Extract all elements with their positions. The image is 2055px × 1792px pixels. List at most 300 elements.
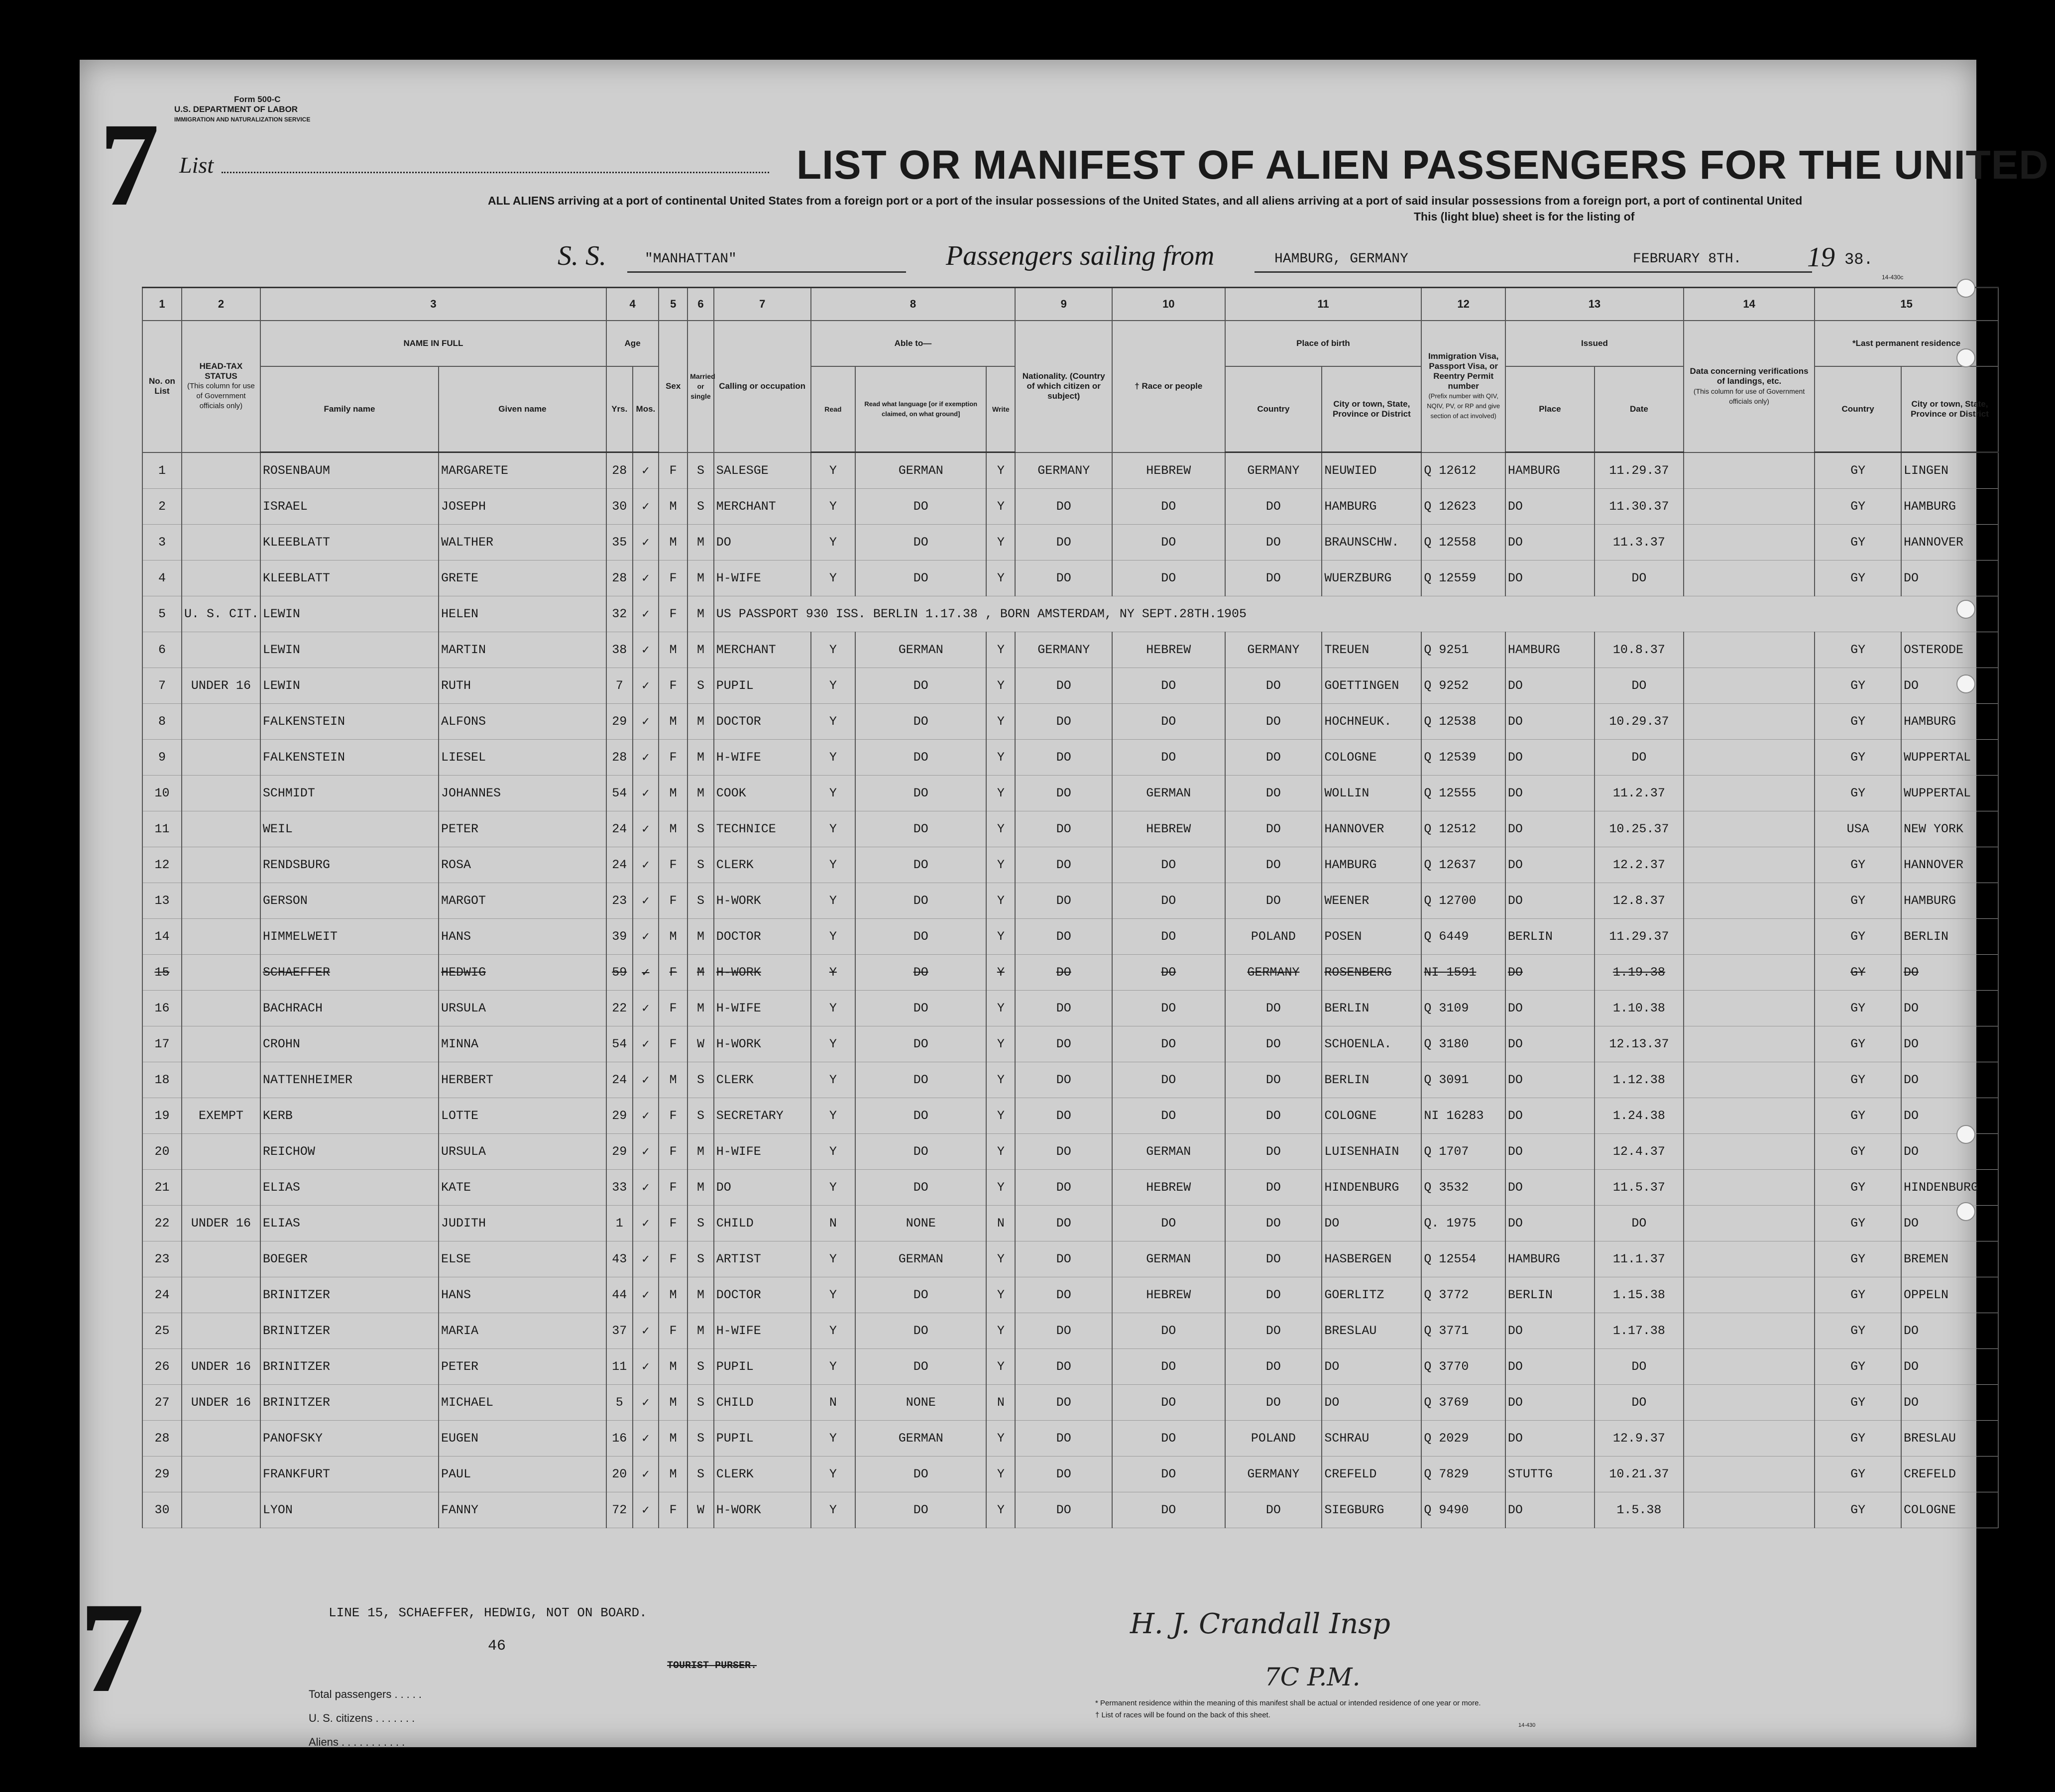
nationality: DO — [1015, 1421, 1112, 1456]
given-name: ELSE — [439, 1241, 606, 1277]
passenger-row — [142, 1456, 1998, 1492]
residence-country: GY — [1815, 740, 1901, 776]
can-write: Y — [986, 632, 1015, 668]
race: DO — [1112, 1098, 1225, 1134]
occupation: H-WORK — [714, 883, 811, 919]
can-read: Y — [811, 1062, 856, 1098]
family-name: FALKENSTEIN — [260, 740, 439, 776]
sex: M — [659, 1277, 687, 1313]
can-read: Y — [811, 1349, 856, 1385]
read-language: NONE — [855, 1206, 986, 1241]
can-read: Y — [811, 525, 856, 560]
passenger-row — [142, 1313, 1998, 1349]
family-name: SCHMIDT — [260, 776, 439, 811]
issued-date: 1.12.38 — [1595, 1062, 1684, 1098]
read-language: DO — [855, 740, 986, 776]
residence-country: GY — [1815, 1170, 1901, 1206]
age-months: ✓ — [633, 1277, 659, 1313]
row-number: 22 — [142, 1206, 182, 1241]
residence-country: GY — [1815, 1313, 1901, 1349]
read-language: DO — [855, 883, 986, 919]
occupation: DOCTOR — [714, 919, 811, 955]
head-tax-status: U. S. CIT. — [182, 596, 260, 632]
landing-data — [1684, 1385, 1815, 1421]
header-mos: Mos. — [633, 366, 659, 452]
aliens-label: Aliens — [309, 1736, 339, 1748]
binder-hole — [1956, 674, 1975, 693]
birth-city: DO — [1322, 1385, 1421, 1421]
nationality: DO — [1015, 811, 1112, 847]
passenger-row — [142, 596, 1998, 632]
occupation: ARTIST — [714, 1241, 811, 1277]
nationality: DO — [1015, 560, 1112, 596]
marital-status: W — [687, 1026, 714, 1062]
visa-number: Q 9252 — [1421, 668, 1505, 704]
visa-number: Q 12539 — [1421, 740, 1505, 776]
residence-country: GY — [1815, 1062, 1901, 1098]
visa-number: Q 12700 — [1421, 883, 1505, 919]
birth-city: DO — [1322, 1206, 1421, 1241]
residence-country: GY — [1815, 1134, 1901, 1170]
family-name: KLEEBLATT — [260, 560, 439, 596]
age-years: 29 — [606, 1134, 633, 1170]
departure-port: HAMBURG, GERMANY — [1274, 251, 1408, 267]
nationality: DO — [1015, 704, 1112, 740]
residence-city: DO — [1901, 991, 1998, 1026]
sex: M — [659, 1349, 687, 1385]
read-language: GERMAN — [855, 632, 986, 668]
birth-city: GOERLITZ — [1322, 1277, 1421, 1313]
occupation: H-WIFE — [714, 1313, 811, 1349]
visa-number: Q 3091 — [1421, 1062, 1505, 1098]
nationality: DO — [1015, 919, 1112, 955]
family-name: BRINITZER — [260, 1385, 439, 1421]
form-header-block — [174, 95, 310, 124]
header-given-name: Given name — [439, 366, 606, 452]
row-number: 26 — [142, 1349, 182, 1385]
race: HEBREW — [1112, 811, 1225, 847]
issued-place: DO — [1505, 1349, 1595, 1385]
sex: F — [659, 1313, 687, 1349]
given-name: URSULA — [439, 991, 606, 1026]
birth-country: GERMANY — [1225, 955, 1322, 991]
row-number: 25 — [142, 1313, 182, 1349]
landing-data — [1684, 489, 1815, 525]
row-number: 9 — [142, 740, 182, 776]
row-number: 2 — [142, 489, 182, 525]
age-months: ✓ — [633, 452, 659, 489]
occupation: TECHNICE — [714, 811, 811, 847]
header-read-language: Read what language [or if exemption claimed, on what ground] — [855, 366, 986, 452]
ship-underline — [627, 271, 906, 273]
given-name: PETER — [439, 811, 606, 847]
residence-city: NEW YORK — [1901, 811, 1998, 847]
row-number: 15 — [142, 955, 182, 991]
occupation: CLERK — [714, 1062, 811, 1098]
family-name: WEIL — [260, 811, 439, 847]
nationality: DO — [1015, 1134, 1112, 1170]
given-name: ALFONS — [439, 704, 606, 740]
sex: F — [659, 883, 687, 919]
residence-country: GY — [1815, 1421, 1901, 1456]
issued-date: 12.4.37 — [1595, 1134, 1684, 1170]
passenger-row — [142, 883, 1998, 919]
nationality: DO — [1015, 1062, 1112, 1098]
header-issued-date: Date — [1595, 366, 1684, 452]
subtitle-line-2: This (light blue) sheet is for the listing of — [1414, 210, 1635, 223]
given-name: EUGEN — [439, 1421, 606, 1456]
birth-city: BRESLAU — [1322, 1313, 1421, 1349]
birth-city: HINDENBURG — [1322, 1170, 1421, 1206]
header-issued-place: Place — [1505, 366, 1595, 452]
marital-status: S — [687, 668, 714, 704]
issued-date: 12.8.37 — [1595, 883, 1684, 919]
read-language: DO — [855, 1098, 986, 1134]
given-name: KATE — [439, 1170, 606, 1206]
age-months: ✓ — [633, 1170, 659, 1206]
birth-city: TREUEN — [1322, 632, 1421, 668]
sex: F — [659, 1098, 687, 1134]
passenger-row — [142, 811, 1998, 847]
marital-status: S — [687, 811, 714, 847]
can-write: Y — [986, 776, 1015, 811]
nationality: DO — [1015, 1098, 1112, 1134]
residence-city: HANNOVER — [1901, 525, 1998, 560]
age-months: ✓ — [633, 1456, 659, 1492]
age-years: 38 — [606, 632, 633, 668]
visa-number: NI 1591 — [1421, 955, 1505, 991]
nationality: DO — [1015, 1313, 1112, 1349]
can-write: Y — [986, 1456, 1015, 1492]
age-years: 28 — [606, 560, 633, 596]
sex: F — [659, 955, 687, 991]
landing-data — [1684, 847, 1815, 883]
column-number-row — [142, 288, 1998, 321]
birth-country: POLAND — [1225, 919, 1322, 955]
visa-number: Q 1707 — [1421, 1134, 1505, 1170]
age-months: ✓ — [633, 776, 659, 811]
row-number: 27 — [142, 1385, 182, 1421]
col-number: 9 — [1015, 288, 1112, 321]
passenger-row — [142, 1421, 1998, 1456]
us-citizens-row: U. S. citizens ....... — [309, 1712, 418, 1724]
read-language: DO — [855, 847, 986, 883]
birth-country: DO — [1225, 1277, 1322, 1313]
occupation: H-WIFE — [714, 740, 811, 776]
residence-city: BRESLAU — [1901, 1421, 1998, 1456]
nationality: DO — [1015, 1349, 1112, 1385]
residence-city: DO — [1901, 1349, 1998, 1385]
occupation: H-WIFE — [714, 991, 811, 1026]
header-yrs: Yrs. — [606, 366, 633, 452]
residence-country: GY — [1815, 1456, 1901, 1492]
nationality: DO — [1015, 847, 1112, 883]
age-years: 72 — [606, 1492, 633, 1528]
landing-data — [1684, 1062, 1815, 1098]
age-months: ✓ — [633, 1062, 659, 1098]
can-write: Y — [986, 1062, 1015, 1098]
residence-city: HAMBURG — [1901, 883, 1998, 919]
sex: M — [659, 1421, 687, 1456]
issued-place: DO — [1505, 1206, 1595, 1241]
header-birth-country: Country — [1225, 366, 1322, 452]
sex: F — [659, 452, 687, 489]
birth-country: DO — [1225, 847, 1322, 883]
issued-date: 11.29.37 — [1595, 919, 1684, 955]
marital-status: M — [687, 955, 714, 991]
race: DO — [1112, 1492, 1225, 1528]
col-number: 5 — [659, 288, 687, 321]
header-birth-city: City or town, State, Province or District — [1322, 366, 1421, 452]
issued-date: 1.17.38 — [1595, 1313, 1684, 1349]
race: HEBREW — [1112, 452, 1225, 489]
family-name: RENDSBURG — [260, 847, 439, 883]
landing-data — [1684, 704, 1815, 740]
age-months: ✓ — [633, 991, 659, 1026]
head-tax-status: UNDER 16 — [182, 1385, 260, 1421]
residence-city: WUPPERTAL — [1901, 776, 1998, 811]
birth-country: DO — [1225, 1492, 1322, 1528]
issued-place: DO — [1505, 1170, 1595, 1206]
us-citizens-label: U. S. citizens — [309, 1712, 373, 1724]
passenger-row — [142, 560, 1998, 596]
occupation: SECRETARY — [714, 1098, 811, 1134]
sex: F — [659, 560, 687, 596]
landing-data — [1684, 1456, 1815, 1492]
birth-city: WOLLIN — [1322, 776, 1421, 811]
age-years: 24 — [606, 811, 633, 847]
family-name: BRINITZER — [260, 1313, 439, 1349]
can-read: Y — [811, 883, 856, 919]
marital-status: S — [687, 452, 714, 489]
row-number: 21 — [142, 1170, 182, 1206]
passenger-row — [142, 1098, 1998, 1134]
residence-country: GY — [1815, 1277, 1901, 1313]
age-years: 29 — [606, 704, 633, 740]
age-years: 11 — [606, 1349, 633, 1385]
head-tax-status — [182, 847, 260, 883]
residence-city: DO — [1901, 1134, 1998, 1170]
age-years: 24 — [606, 1062, 633, 1098]
aliens-row: Aliens ........... — [309, 1736, 408, 1748]
birth-country: DO — [1225, 560, 1322, 596]
residence-city: DO — [1901, 1313, 1998, 1349]
can-read: N — [811, 1206, 856, 1241]
can-write: Y — [986, 1492, 1015, 1528]
sex: F — [659, 1170, 687, 1206]
family-name: ELIAS — [260, 1170, 439, 1206]
sex: F — [659, 740, 687, 776]
given-name: RUTH — [439, 668, 606, 704]
header-issued: Issued — [1505, 321, 1684, 366]
issued-date: 12.9.37 — [1595, 1421, 1684, 1456]
col-number: 14 — [1684, 288, 1815, 321]
passenger-row — [142, 1241, 1998, 1277]
can-read: Y — [811, 1492, 856, 1528]
can-read: Y — [811, 1134, 856, 1170]
issued-place: DO — [1505, 560, 1595, 596]
given-name: MINNA — [439, 1026, 606, 1062]
residence-city: DO — [1901, 668, 1998, 704]
race: DO — [1112, 919, 1225, 955]
family-name: BOEGER — [260, 1241, 439, 1277]
issued-date: 11.1.37 — [1595, 1241, 1684, 1277]
visa-number: Q 12559 — [1421, 560, 1505, 596]
birth-city: CREFELD — [1322, 1456, 1421, 1492]
col-number: 4 — [606, 288, 659, 321]
sex: F — [659, 991, 687, 1026]
visa-number: Q 3770 — [1421, 1349, 1505, 1385]
can-write: Y — [986, 919, 1015, 955]
passenger-row — [142, 1206, 1998, 1241]
birth-country: DO — [1225, 1313, 1322, 1349]
head-tax-status — [182, 811, 260, 847]
landing-data — [1684, 811, 1815, 847]
head-tax-status — [182, 560, 260, 596]
can-read: Y — [811, 1313, 856, 1349]
row-number: 20 — [142, 1134, 182, 1170]
binder-hole — [1956, 348, 1975, 367]
given-name: JOSEPH — [439, 489, 606, 525]
given-name: ROSA — [439, 847, 606, 883]
read-language: DO — [855, 1313, 986, 1349]
read-language: DO — [855, 1026, 986, 1062]
can-write: Y — [986, 740, 1015, 776]
passenger-rows — [142, 452, 1998, 1528]
residence-country: USA — [1815, 811, 1901, 847]
landing-data — [1684, 668, 1815, 704]
birth-country: DO — [1225, 1062, 1322, 1098]
can-read: Y — [811, 919, 856, 955]
issued-place: DO — [1505, 668, 1595, 704]
form-number: Form 500-C — [234, 95, 281, 104]
issued-place: HAMBURG — [1505, 632, 1595, 668]
read-language: DO — [855, 811, 986, 847]
nationality: DO — [1015, 776, 1112, 811]
birth-city: BERLIN — [1322, 1062, 1421, 1098]
age-months: ✓ — [633, 668, 659, 704]
header-age: Age — [606, 321, 659, 366]
read-language: DO — [855, 668, 986, 704]
age-years: 30 — [606, 489, 633, 525]
visa-note: (Prefix number with QIV, NQIV, PV, or RP and give section of act involved) — [1427, 392, 1500, 420]
head-tax-status — [182, 704, 260, 740]
residence-country: GY — [1815, 632, 1901, 668]
binder-hole — [1956, 1125, 1975, 1144]
header-race: † Race or people — [1112, 321, 1225, 452]
sex: M — [659, 1385, 687, 1421]
can-read: Y — [811, 847, 856, 883]
issued-date: 11.3.37 — [1595, 525, 1684, 560]
race: DO — [1112, 668, 1225, 704]
can-read: Y — [811, 1421, 856, 1456]
read-language: DO — [855, 525, 986, 560]
nationality: DO — [1015, 668, 1112, 704]
can-write: Y — [986, 525, 1015, 560]
family-name: FRANKFURT — [260, 1456, 439, 1492]
age-years: 5 — [606, 1385, 633, 1421]
marital-status: M — [687, 740, 714, 776]
age-months: ✓ — [633, 1206, 659, 1241]
header-name-in-full: NAME IN FULL — [260, 321, 606, 366]
passenger-row — [142, 776, 1998, 811]
footnote-races: † List of races will be found on the back of this sheet. — [1095, 1711, 1270, 1719]
marital-status: M — [687, 1134, 714, 1170]
marital-status: S — [687, 1206, 714, 1241]
given-name: WALTHER — [439, 525, 606, 560]
family-name: ELIAS — [260, 1206, 439, 1241]
age-years: 28 — [606, 452, 633, 489]
list-underline — [222, 172, 769, 173]
visa-number: Q 9490 — [1421, 1492, 1505, 1528]
sex: M — [659, 811, 687, 847]
read-language: DO — [855, 919, 986, 955]
nationality: DO — [1015, 883, 1112, 919]
birth-country: DO — [1225, 1098, 1322, 1134]
birth-country: GERMANY — [1225, 1456, 1322, 1492]
family-name: GERSON — [260, 883, 439, 919]
issued-place: DO — [1505, 883, 1595, 919]
given-name: MARGARETE — [439, 452, 606, 489]
issued-place: BERLIN — [1505, 919, 1595, 955]
issued-date: 11.29.37 — [1595, 452, 1684, 489]
issued-date: 1.5.38 — [1595, 1492, 1684, 1528]
age-months: ✓ — [633, 704, 659, 740]
residence-country: GY — [1815, 1241, 1901, 1277]
nationality: DO — [1015, 1170, 1112, 1206]
can-write: Y — [986, 668, 1015, 704]
sex: F — [659, 1492, 687, 1528]
nationality: DO — [1015, 1026, 1112, 1062]
family-name: SCHAEFFER — [260, 955, 439, 991]
age-years: 35 — [606, 525, 633, 560]
row-number: 3 — [142, 525, 182, 560]
nationality: DO — [1015, 1206, 1112, 1241]
landing-data — [1684, 1098, 1815, 1134]
head-tax-status — [182, 1026, 260, 1062]
race: DO — [1112, 883, 1225, 919]
birth-country: DO — [1225, 811, 1322, 847]
inspector-signature: H. J. Crandall Insp — [1130, 1608, 1390, 1640]
header-landing-data — [1684, 321, 1815, 452]
footnotes — [1095, 1697, 1481, 1721]
row-number: 30 — [142, 1492, 182, 1528]
head-tax-status — [182, 1134, 260, 1170]
passenger-row — [142, 632, 1998, 668]
issued-date: 10.25.37 — [1595, 811, 1684, 847]
family-name: KERB — [260, 1098, 439, 1134]
residence-city: DO — [1901, 955, 1998, 991]
read-language: GERMAN — [855, 452, 986, 489]
row-number: 16 — [142, 991, 182, 1026]
issued-date: 10.21.37 — [1595, 1456, 1684, 1492]
race: DO — [1112, 1026, 1225, 1062]
landing-data — [1684, 1313, 1815, 1349]
visa-number: Q 9251 — [1421, 632, 1505, 668]
sheet-number-bottom: 7 — [80, 1576, 144, 1719]
issued-place: DO — [1505, 1385, 1595, 1421]
visa-number: Q 6449 — [1421, 919, 1505, 955]
age-years: 1 — [606, 1206, 633, 1241]
given-name: MARTIN — [439, 632, 606, 668]
sex: F — [659, 1026, 687, 1062]
birth-city: POSEN — [1322, 919, 1421, 955]
read-language: DO — [855, 560, 986, 596]
family-name: FALKENSTEIN — [260, 704, 439, 740]
can-read: Y — [811, 1170, 856, 1206]
birth-country: DO — [1225, 1134, 1322, 1170]
family-name: ROSENBAUM — [260, 452, 439, 489]
